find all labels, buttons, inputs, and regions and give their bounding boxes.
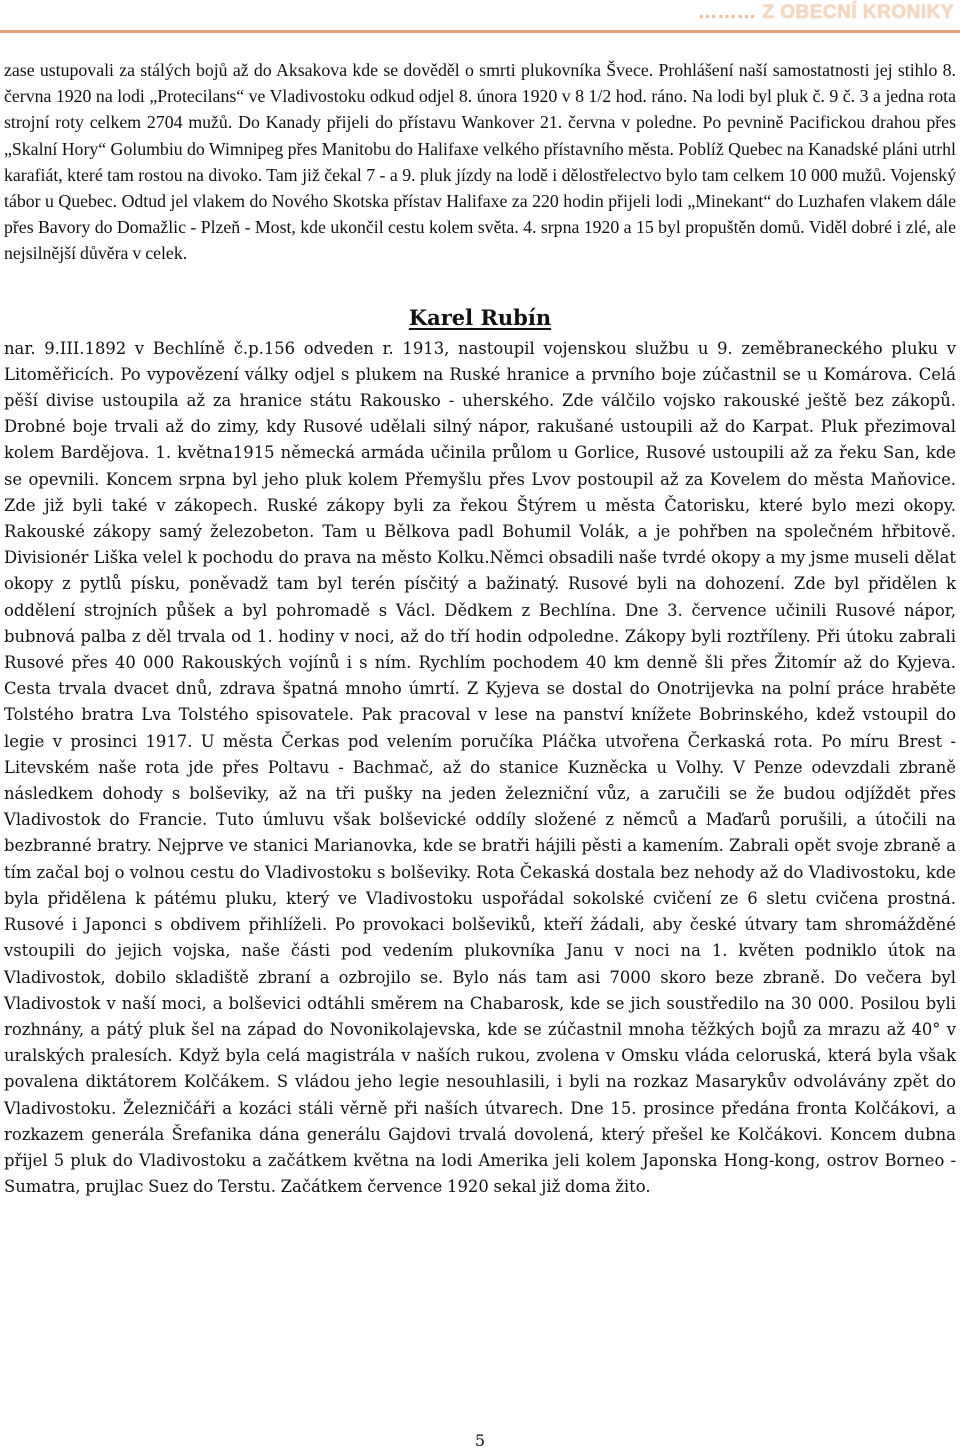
section-body: nar. 9.III.1892 v Bechlíně č.p.156 odveden r. 1913, nastoupil vojenskou službu u 9. zeměbraneckého pluku v Litoměřicích. Po vypovězení války odjel s plukem na Ruské hranice a prvního boje zúčastnil se u Komárova. Celá pěší divise ustoupila až za hranice státu Rakousko - uherského. Zde válčilo vojsko rakouské ještě bez zákopů. Drobné boje trvali až do zimy, kdy Rusové udělali silný nápor, rakušané ustoupili až do Karpat. Pluk přezimoval kolem Bardějova. 1. května1915 německá armáda učinila průlom u Gorlice, Rusové ustoupili až za řeku San, kde se opevnili. Koncem srpna byl jeho pluk kolem Přemyšlu přes Lvov postoupil až za Kovelem do města Maňovice. Zde již byli také v zákopech. Ruské zákopy byli za řekou Štýrem u města Čatorisku, které bylo mezi okopy. Rakouské zákopy samý železobeton. Tam u Bělkova padl Bohumil Volák, a je pohřben na společném hřbitově. Divisionér Liška velel k pochodu do prava na město Kolku.Němci obsadili naše tvrdé okopy a my jsme museli dělat okopy z pytlů písku, poněvadž tam byl terén písčitý a bažinatý. Rusové byli na dohození. Zde byl přidělen k oddělení strojních půšek a byl pohromadě s Václ. Dědkem z Bechlína. Dne 3. července učinili Rusové nápor, bubnová palba z děl trvala od 1. hodiny v noci, až do tří hodin odpoledne. Zákopy byli roztříleny. Při útoku zabrali Rusové přes 40 000 Rakouských vojínů i s ním. Rychlím pochodem 40 km denně šli přes Žitomír až do Kyjeva. Cesta trvala dvacet dnů, zdrava špatná mnoho úmrtí. Z Kyjeva se dostal do Onotrijevka na polní práce hraběte Tolstého bratra Lva Tolstého spisovatele. Pak pracoval v lese na panství knížete Bobrinského, kdež vstoupil do legie v prosinci 1917. U města Čerkas pod velením poručíka Pláčka utvořena Čerkaská rota. Po míru Brest - Litevském naše rota jde přes Poltavu - Bachmač, až do stanice Kuzněcka u Volhy. V Penze odevzdali zbraně následkem dohody s bolševiky, až na tři pušky na jeden železniční vůz, a zaručili se že budou odjíždět přes Vladivostok do Francie. Tuto úmluvu však bolševické oddíly složené z němců a Maďarů porušili, a útočili na bezbranné bratry. Nejprve ve stanici Marianovka, kde se bratři hájili pěsti a kamením. Zabrali opět svoje zbraně a tím začal boj o volnou cestu do Vladivostoku s bolševiky. Rota Čekaská dostala bez nehody až do Vladivostoku, kde byla přidělena k pátému pluku, který ve Vladivostoku uspořádal sokolské cvičení ze 6 sletu cvičena prostná. Rusové i Japonci s obdivem přihlíželi. Po provokaci bolševiků, kteří žádali, aby české útvary tam shromážděné vstoupili do jejich vojska, naše části pod vedením plukovníka Janu v noci na 1. květen podniklo útok na Vladivostok, dobilo skladiště zbraní a ozbrojilo se. Bylo nás tam asi 7000 skoro beze zbraně. Do večera byl Vladivostok v naší moci, a bolševici odtáhli směrem na Chabarosk, kde se jich soustředilo na 30 000. Posilou byli rozhnány, a pátý pluk šel na západ do Novonikolajevska, kde se zúčastnil mnoha těžkých bojů za mrazu až 40° v uralských pralesích. Když byla celá magistrála v naších rukou, zvolena v Omsku vláda celoruská, která byla však povalena diktátorem Kolčákem. S vládou jeho legie nesouhlasili, i byli na rozkaz Masarykův odvolávány zpět do Vladivostoku. Železničáři a kozáci stáli věrně při naších útvarech. Dne 15. prosince předána fronta Kolčákovi, a rozkazem generála Šrefanika dána generálu Gajdovi trvalá dovolená, který přešel ke Kolčákovi. Koncem dubna přijel 5 pluk do Vladivostoku a začátkem května na lodi Amerika jeli kolem Japonska Hong-kong, ostrov Borneo - Sumatra, prujlac Suez do Terstu. Začátkem července 1920 sekal již doma žito.	[4, 338, 956, 1197]
header-dots: ………	[698, 2, 757, 23]
header-title: Z OBECNÍ KRONIKY	[762, 2, 954, 23]
continuation-paragraph: zase ustupovali za stálých bojů až do Aksakova kde se dověděl o smrti plukovníka Švece. Prohlášení naší samostatnosti jej stihlo 8. června 1920 na lodi „Protecilans“ ve Vladivostoku odkud odjel 8. února 1920 v 8 1/2 hod. ráno. Na lodi byl pluk č. 9 č. 3 a jedna rota strojní roty celkem 2704 mužů. Do Kanady přijeli do přístavu Wankover 21. června v poledne. Po pevnině Pacifickou drahou přes „Skalní Hory“ Golumbiu do Wimnipeg přes Manitobu do Halifaxe velkého přístavního města. Poblíž Quebec na Kanadské pláni utrhl karafiát, které tam rostou na divoko. Tam již čekal 7 - a 9. pluk jízdy na lodě i dělostřelectvo bylo tam celkem 10 000 mužů. Vojenský tábor u Quebec. Odtud jel vlakem do Nového Skotska přístav Halifaxe za 220 hodin přijeli lodi „Minekant“ do Luzhafen vlakem dále přes Bavory do Domažlic - Plzeň - Most, kde ukončil cestu kolem světa. 4. srpna 1920 a 15 byl propuštěn domů. Viděl dobré i zlé, ale nejsilnější důvěra v celek.	[4, 60, 956, 264]
header-rule	[0, 30, 960, 33]
page-number: 5	[474, 1431, 486, 1450]
page-body	[4, 57, 956, 1200]
chronicle-header	[698, 2, 954, 24]
section-title: Karel Rubín	[408, 304, 552, 330]
